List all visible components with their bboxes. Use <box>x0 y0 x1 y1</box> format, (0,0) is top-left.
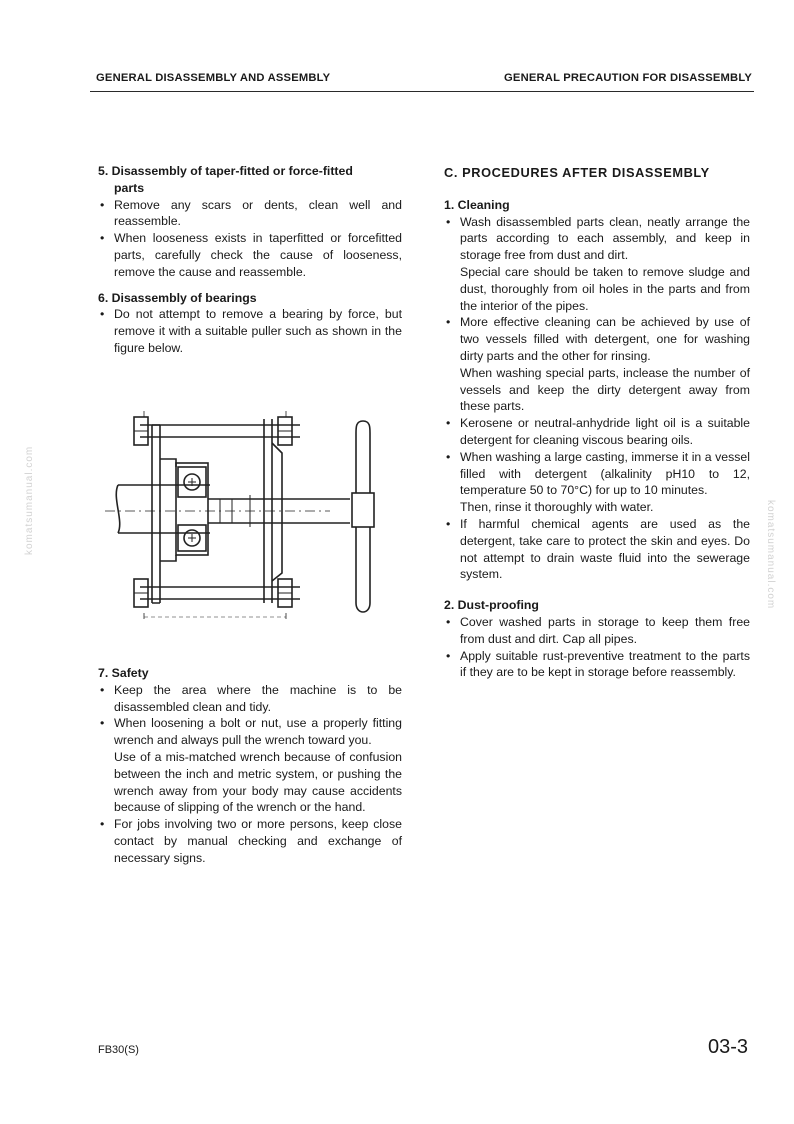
cleaning-bullet-2 <box>444 314 750 364</box>
bullet-text: Do not attempt to remove a bearing by force, but remove it with a suitable puller such as shown in the figure below. <box>114 307 402 355</box>
procedures-title: C. PROCEDURES AFTER DISASSEMBLY <box>444 165 710 180</box>
cleaning-bullet-3 <box>444 415 750 449</box>
bullet-dot: • <box>100 817 105 832</box>
section-7-bullet-3 <box>98 816 402 866</box>
section-7-bullet-2 <box>98 715 402 749</box>
header-rule <box>90 91 754 92</box>
bullet-dot: • <box>100 197 105 212</box>
bullet-text: When loosening a bolt or nut, use a properly fitting wrench and always pull the wrench toward you. <box>114 716 402 748</box>
bullet-text: For jobs involving two or more persons, keep close contact by manual checking and exchange of necessary signs. <box>114 817 402 865</box>
section-6-bullet-1 <box>98 306 402 356</box>
section-5-bullet-1 <box>98 197 402 231</box>
watermark-right: komatsumanual.com <box>765 500 776 610</box>
left-column-bottom <box>98 665 402 867</box>
footer-model: FB30(S) <box>98 1044 139 1056</box>
bullet-text: Apply suitable rust-preventive treatment to the parts if they are to be kept in storage before reassembly. <box>460 648 750 680</box>
bullet-dot: • <box>446 315 451 330</box>
bullet-text: Wash disassembled parts clean, neatly arrange the parts according to each assembly, and keep in storage free from dust and dirt. <box>460 214 750 263</box>
section-7-bullet-2-continuation: Use of a mis-matched wrench because of confusion between the inch and metric system, or pushing the wrench away from your body may cause accidents because of slipping of the wrench or the hand. <box>114 749 402 815</box>
dust-proofing-bullet-2 <box>444 648 750 682</box>
bullet-dot: • <box>446 449 451 464</box>
dust-proofing-bullet-1 <box>444 614 750 648</box>
cleaning-bullet-1 <box>444 214 750 264</box>
cleaning-bullet-2-continuation: When washing special parts, inclease the number of vessels and keep the dirty detergent away from these parts. <box>460 365 750 414</box>
left-column-top <box>98 163 402 357</box>
cleaning-bullet-5 <box>444 516 750 583</box>
bullet-dot: • <box>446 614 451 629</box>
bullet-text: Kerosene or neutral-anhydride light oil is a suitable detergent for cleaning viscous bearing oils. <box>460 416 750 447</box>
cleaning-title: 1. Cleaning <box>444 197 510 212</box>
bullet-text: If harmful chemical agents are used as the detergent, take care to protect the skin and eyes. Do not attempt to drain waste fluid into the sewerage system. <box>460 516 750 582</box>
section-7-bullet-1 <box>98 682 402 716</box>
bullet-dot: • <box>446 516 451 531</box>
bullet-dot: • <box>100 231 105 246</box>
header-left-title: GENERAL DISASSEMBLY AND ASSEMBLY <box>96 72 331 84</box>
section-6-title: 6. Disassembly of bearings <box>98 290 257 305</box>
bullet-dot: • <box>100 716 105 731</box>
section-5-bullet-2 <box>98 230 402 280</box>
header-right-title: GENERAL PRECAUTION FOR DISASSEMBLY <box>504 72 752 84</box>
bullet-text: When washing a large casting, immerse it in a vessel filled with detergent (alkalinity pH10 to 12, temperature 50 to 70°C) for up to 10 minutes. <box>460 449 750 498</box>
bullet-text: Cover washed parts in storage to keep them free from dust and dirt. Cap all pipes. <box>460 614 750 646</box>
bullet-text: When looseness exists in taperfitted or forcefitted parts, carefully check the cause of looseness, remove the cause and reassemble. <box>114 231 402 279</box>
cleaning-bullet-4 <box>444 449 750 499</box>
bullet-dot: • <box>446 648 451 663</box>
bullet-text: Remove any scars or dents, clean well and reassemble. <box>114 197 402 229</box>
bullet-dot: • <box>100 307 105 322</box>
bullet-dot: • <box>446 214 451 229</box>
watermark-left: komatsumanual.com <box>24 445 35 555</box>
right-column <box>444 165 750 681</box>
cleaning-bullet-1-continuation: Special care should be taken to remove sludge and dust, thoroughly from oil holes in the parts and from the interior of the pipes. <box>460 264 750 313</box>
footer-page-number: 03-3 <box>707 1036 748 1058</box>
section-5-title: 5. Disassembly of taper-fitted or force-fitted <box>98 164 353 178</box>
cleaning-bullet-4-continuation: Then, rinse it thoroughly with water. <box>460 500 654 515</box>
section-5-title-cont: parts <box>114 180 145 195</box>
bullet-dot: • <box>100 682 105 697</box>
bearing-puller-figure <box>100 403 400 635</box>
section-7-title: 7. Safety <box>98 666 149 680</box>
bullet-text: More effective cleaning can be achieved by use of two vessels filled with detergent, one for washing dirty parts and the other for rinsing. <box>460 315 750 363</box>
bullet-text: Keep the area where the machine is to be disassembled clean and tidy. <box>114 682 402 714</box>
dust-proofing-title: 2. Dust-proofing <box>444 598 539 613</box>
bullet-dot: • <box>446 416 451 431</box>
